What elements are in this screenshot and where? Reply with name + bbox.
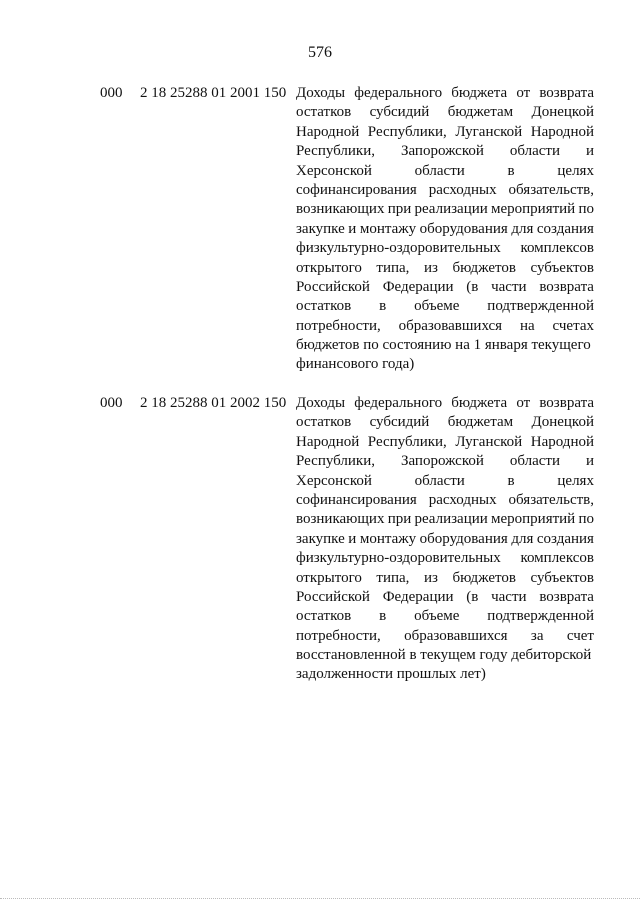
description-word: объеме xyxy=(414,608,460,625)
description-line xyxy=(296,627,594,646)
description-word: бюджетам xyxy=(447,104,514,121)
description-word: потребности, xyxy=(296,317,381,334)
description-word: целях xyxy=(557,472,594,489)
description-word: подтвержденной xyxy=(487,298,594,315)
description-word: мероприятий xyxy=(491,201,576,218)
description-word: Донецкой xyxy=(531,104,594,121)
description-word: по xyxy=(578,201,594,218)
description-word: открытого xyxy=(296,259,362,276)
classification-code: 2 18 25288 01 2001 150 xyxy=(140,85,287,101)
description-word: Федерации xyxy=(382,588,454,605)
description-line: бюджетов по состоянию на 1 января текущего xyxy=(296,337,591,354)
description-word: счетах xyxy=(552,317,594,334)
description-line xyxy=(296,84,594,103)
description-word: физкультурно-оздоровительных xyxy=(296,550,501,567)
description-word: счет xyxy=(566,627,594,644)
description-word: типа, xyxy=(376,259,410,276)
description-line xyxy=(296,103,594,122)
description-word: для xyxy=(511,530,534,547)
description-word: оборудования xyxy=(419,220,508,237)
classification-code: 2 18 25288 01 2002 150 xyxy=(140,395,287,411)
description-word: возникающих xyxy=(296,201,385,218)
entry-description xyxy=(296,394,594,685)
description-line xyxy=(296,297,594,316)
description-word: Республики, xyxy=(367,123,447,140)
description-line xyxy=(296,317,594,336)
description-word: области xyxy=(509,143,560,160)
description-line xyxy=(296,239,594,258)
description-word: комплексов xyxy=(520,550,594,567)
description-word: софинансирования xyxy=(296,491,417,508)
description-word: субъектов xyxy=(530,569,594,586)
description-word: (в xyxy=(466,588,479,605)
description-line xyxy=(296,220,594,239)
description-word: Народной xyxy=(296,123,360,140)
description-line: восстановленной в текущем году дебиторской xyxy=(296,647,592,664)
description-word: возврата xyxy=(539,588,594,605)
description-word: физкультурно-оздоровительных xyxy=(296,240,501,257)
description-word: Донецкой xyxy=(531,414,594,431)
description-word: Херсонской xyxy=(296,162,372,179)
description-word: и xyxy=(348,220,357,237)
description-word: в xyxy=(379,298,387,315)
description-word: возврата xyxy=(539,395,594,411)
description-word: части xyxy=(491,588,527,605)
description-word: комплексов xyxy=(520,240,594,257)
description-line xyxy=(296,142,594,161)
description-word: реализации xyxy=(414,201,488,218)
description-word: Российской xyxy=(296,588,370,605)
description-word: области xyxy=(414,162,465,179)
description-word: Российской xyxy=(296,278,370,295)
description-line xyxy=(296,123,594,142)
description-word: объеме xyxy=(414,298,460,315)
description-word: части xyxy=(491,278,527,295)
description-word: обязательств, xyxy=(508,181,594,198)
description-word: Луганской xyxy=(455,123,523,140)
description-word: расходных xyxy=(428,491,497,508)
description-word: за xyxy=(530,627,544,644)
description-word: Запорожской xyxy=(400,143,484,160)
description-word: монтажу xyxy=(359,530,417,547)
description-word: типа, xyxy=(376,569,410,586)
description-word: при xyxy=(387,511,412,528)
admin-code: 000 xyxy=(100,85,123,101)
description-word: в xyxy=(507,472,515,489)
description-word: образовавшихся xyxy=(398,317,503,334)
description-word: бюджета xyxy=(451,395,508,411)
description-word: субсидий xyxy=(369,104,430,121)
description-line xyxy=(296,433,594,452)
description-word: Запорожской xyxy=(400,453,484,470)
description-word: закупке xyxy=(296,220,345,237)
description-word: бюджетов xyxy=(452,259,516,276)
description-word: создания xyxy=(536,530,594,547)
description-word: федерального xyxy=(354,85,443,101)
description-word: от xyxy=(516,85,531,101)
description-word: на xyxy=(519,317,535,334)
description-line xyxy=(296,162,594,181)
description-word: и xyxy=(585,143,594,160)
description-line xyxy=(296,510,594,529)
description-word: Республики, xyxy=(296,143,375,160)
description-line xyxy=(296,530,594,549)
description-word: Народной xyxy=(530,123,594,140)
description-word: создания xyxy=(536,220,594,237)
description-word: Народной xyxy=(530,433,594,450)
description-line xyxy=(296,200,594,219)
description-word: образовавшихся xyxy=(404,627,508,644)
description-line xyxy=(296,491,594,510)
description-word: и xyxy=(348,530,357,547)
description-word: Республики, xyxy=(367,433,447,450)
description-word: при xyxy=(387,201,412,218)
description-line xyxy=(296,278,594,297)
description-word: Народной xyxy=(296,433,360,450)
description-word: субъектов xyxy=(530,259,594,276)
description-word: реализации xyxy=(414,511,488,528)
description-word: закупке xyxy=(296,530,345,547)
description-word: остатков xyxy=(296,608,352,625)
description-word: обязательств, xyxy=(508,491,594,508)
description-word: в xyxy=(507,162,515,179)
description-word: остатков xyxy=(296,298,352,315)
description-line: финансового года) xyxy=(296,356,415,373)
description-line xyxy=(296,394,594,413)
description-line xyxy=(296,569,594,588)
description-word: Херсонской xyxy=(296,472,372,489)
description-line xyxy=(296,259,594,278)
description-word: бюджетов xyxy=(452,569,516,586)
description-word: открытого xyxy=(296,569,362,586)
description-word: для xyxy=(511,220,534,237)
description-word: Федерации xyxy=(382,278,454,295)
description-word: остатков xyxy=(296,104,352,121)
description-line xyxy=(296,413,594,432)
description-word: бюджета xyxy=(451,85,508,101)
description-line: задолженности прошлых лет) xyxy=(296,666,486,683)
description-word: возврата xyxy=(539,85,594,101)
description-word: и xyxy=(585,453,594,470)
page-bottom-edge xyxy=(0,898,640,902)
description-line xyxy=(296,452,594,471)
description-word: остатков xyxy=(296,414,352,431)
description-word: монтажу xyxy=(359,220,417,237)
description-word: бюджетам xyxy=(447,414,514,431)
description-word: Республики, xyxy=(296,453,375,470)
description-word: расходных xyxy=(428,181,497,198)
description-word: области xyxy=(509,453,560,470)
entry-description xyxy=(296,84,594,375)
description-word: мероприятий xyxy=(491,511,576,528)
description-word: возврата xyxy=(539,278,594,295)
description-word: подтвержденной xyxy=(487,608,594,625)
description-line xyxy=(296,549,594,568)
description-line xyxy=(296,588,594,607)
description-word: оборудования xyxy=(419,530,508,547)
page-number: 576 xyxy=(308,44,332,61)
description-word: из xyxy=(423,569,438,586)
description-line xyxy=(296,472,594,491)
description-word: Доходы xyxy=(296,395,346,411)
description-word: целях xyxy=(557,162,594,179)
admin-code: 000 xyxy=(100,395,123,411)
description-word: Луганской xyxy=(455,433,523,450)
description-line xyxy=(296,607,594,626)
description-word: возникающих xyxy=(296,511,385,528)
description-word: из xyxy=(423,259,438,276)
description-word: потребности, xyxy=(296,627,381,644)
description-word: от xyxy=(516,395,531,411)
description-word: Доходы xyxy=(296,85,346,101)
description-word: софинансирования xyxy=(296,181,417,198)
description-word: области xyxy=(414,472,465,489)
description-word: субсидий xyxy=(369,414,430,431)
description-word: (в xyxy=(466,278,479,295)
description-line xyxy=(296,181,594,200)
description-word: по xyxy=(578,511,594,528)
description-word: в xyxy=(379,608,387,625)
description-word: федерального xyxy=(354,395,443,411)
